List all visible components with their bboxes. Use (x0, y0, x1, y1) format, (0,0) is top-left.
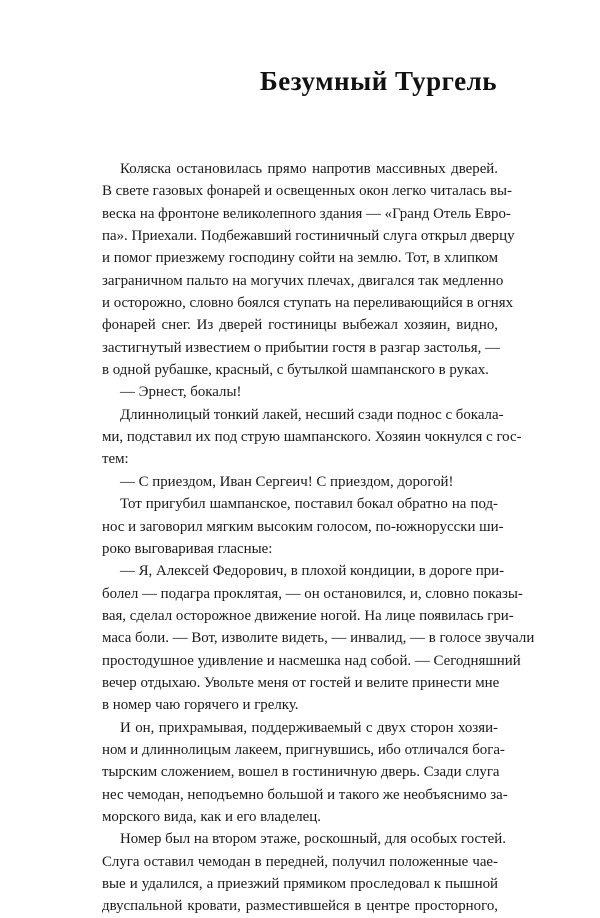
text-line: ми, подставил их под струю шампанского. Хозяин чокнулся с гос- (102, 429, 522, 446)
text-line: Слуга оставил чемодан в передней, получил положенные чае- (102, 853, 498, 870)
text-line: И он, прихрамывая, поддерживаемый с двух сторон хозяи- (120, 719, 498, 736)
text-line: тырским сложением, вошел в гостиничную дверь. Сзади слуга (102, 764, 500, 781)
text-line: — С приездом, Иван Сергеич! С приездом, дорогой! (120, 473, 454, 490)
chapter-title: Безумный Тургель (259, 66, 497, 96)
text-line: па». Приехали. Подбежавший гостиничный слуга открыл дверцу (102, 228, 515, 245)
text-line: Длиннолицый тонкий лакей, несший сзади поднос с бокала- (120, 406, 504, 423)
text-line: Номер был на втором этаже, роскошный, для особых гостей. (120, 831, 506, 848)
text-line: вечер отдыхаю. Увольте меня от гостей и велите принести мне (102, 674, 500, 691)
chapter-body (102, 158, 535, 918)
text-line: Тот пригубил шампанское, поставил бокал обратно на под- (120, 496, 498, 513)
text-line: и помог приезжему господину сойти на землю. Тот, в хлипком (102, 250, 498, 267)
text-line: Коляска остановилась прямо напротив массивных дверей. (120, 161, 498, 177)
text-line: заграничном пальто на могучих плечах, двигался так медленно (102, 272, 504, 289)
text-line: вые и удалился, а приезжий прямиком проследовал к пышной (102, 876, 498, 892)
text-line: в номер чаю горячего и грелку. (102, 697, 299, 714)
text-line: ном и длиннолицым лакеем, пригнувшись, ибо отличался бога- (102, 741, 505, 758)
text-line: нос и заговорил мягким высоким голосом, по-южнорусски ши- (102, 518, 504, 535)
text-line: двуспальной кровати, разместившейся в центре просторного, (102, 898, 498, 915)
text-line: морского вида, как и его владелец. (102, 808, 321, 825)
text-line: маса боли. — Вот, изволите видеть, — инвалид, — в голосе звучали (102, 630, 535, 647)
text-line: — Эрнест, бокалы! (120, 384, 242, 401)
text-line: В свете газовых фонарей и освещенных окон легко читалась вы- (102, 183, 512, 200)
text-line: веска на фронтоне великолепного здания — «Гранд Отель Евро- (102, 205, 511, 222)
text-line: вая, сделал осторожное движение ногой. На лице появилась гри- (102, 607, 514, 624)
text-line: роко выговаривая гласные: (102, 540, 273, 557)
text-line: — Я, Алексей Федорович, в плохой кондиции, в дороге при- (120, 563, 505, 580)
text-line: фонарей снег. Из дверей гостиницы выбежал хозяин, видно, (102, 317, 498, 334)
text-line: простодушное удивление и насмешка над собой. — Сегодняшний (102, 652, 521, 669)
text-line: в одной рубашке, красный, с бутылкой шампанского в руках. (102, 362, 489, 379)
text-line: застигнутый известием о прибытии гостя в разгар застолья, — (102, 339, 500, 356)
text-line: болел — подагра проклятая, — он остановился, и, словно показы- (102, 585, 523, 602)
text-line: нес чемодан, неподъемно большой и такого же необъяснимо за- (102, 786, 508, 803)
text-line: тем: (102, 451, 129, 468)
text-line: и осторожно, словно боялся ступать на переливающийся в огнях (102, 295, 514, 312)
